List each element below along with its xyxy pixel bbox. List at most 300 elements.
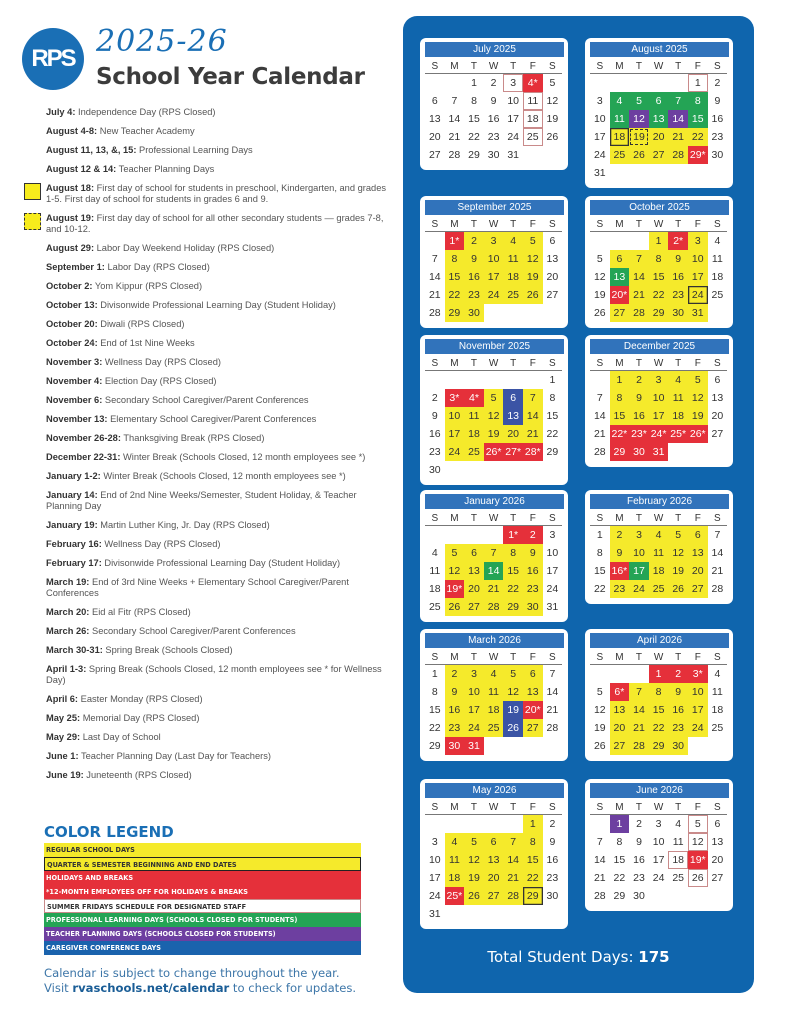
day-cell: 20 [711, 410, 724, 422]
day-cell: 8 [649, 683, 669, 701]
event-item [46, 751, 391, 762]
month-calendar [420, 779, 568, 929]
weekday-header: F [688, 800, 708, 815]
day-cell: 2 [610, 526, 630, 544]
day-cell: 20* [523, 701, 543, 719]
month-title: January 2026 [425, 494, 564, 509]
day-cell: 12 [503, 683, 523, 701]
day-cell: 8 [596, 547, 603, 559]
weekday-header: W [649, 800, 669, 815]
day-cell: 7 [629, 683, 649, 701]
day-cell: 27 [610, 304, 630, 322]
day-cell: 8 [445, 250, 465, 268]
day-cell: 9 [714, 95, 721, 107]
month-calendar [585, 490, 733, 604]
day-cell: 11 [523, 92, 543, 110]
day-cell: 2 [668, 665, 688, 683]
day-cell: 16 [445, 701, 465, 719]
event-item [46, 338, 391, 349]
weekday-header: S [425, 356, 445, 371]
day-cell: 12 [688, 833, 708, 851]
month-calendar [420, 490, 568, 622]
month-title: July 2025 [425, 42, 564, 57]
day-cell: 16 [464, 268, 484, 286]
day-cell: 13 [484, 851, 504, 869]
event-description: Martin Luther King, Jr. Day (RPS Closed) [97, 520, 270, 530]
day-cell: 12 [668, 544, 688, 562]
event-description: Divisonwide Professional Learning Day (Student Holiday) [101, 558, 341, 568]
day-cell: 19 [668, 562, 688, 580]
day-cell: 21 [629, 286, 649, 304]
day-cell: 27 [711, 872, 724, 884]
day-cell: 1 [431, 668, 438, 680]
weekday-header: S [590, 217, 610, 232]
weekday-header: T [629, 511, 649, 526]
event-date: November 13: [46, 414, 108, 424]
event-description: Diwali (RPS Closed) [97, 319, 185, 329]
day-cell: 28 [629, 737, 649, 755]
event-date: August 29: [46, 243, 95, 253]
day-cell: 24 [464, 719, 484, 737]
month-grid [425, 511, 564, 616]
day-cell: 28 [503, 887, 523, 905]
empty-cell [445, 74, 465, 92]
event-description: Last Day of School [80, 732, 161, 742]
month-calendar [420, 38, 568, 170]
day-cell: 22 [468, 131, 480, 143]
day-cell: 27 [546, 289, 559, 301]
day-cell: 16 [487, 113, 500, 125]
weekday-header: T [668, 650, 688, 665]
footer-note [44, 966, 356, 996]
weekday-header: W [484, 59, 504, 74]
day-cell: 18 [668, 407, 688, 425]
weekday-header: M [445, 59, 465, 74]
event-item [46, 145, 391, 156]
day-cell: 10 [507, 95, 520, 107]
day-cell: 14 [503, 851, 523, 869]
day-cell: 5 [596, 253, 603, 265]
day-cell: 26 [445, 598, 465, 616]
legend-item: SUMMER FRIDAYS SCHEDULE FOR DESIGNATED STAFF [44, 899, 361, 913]
month-calendar [420, 335, 568, 485]
day-cell: 25 [428, 601, 441, 613]
day-cell: 19 [464, 869, 484, 887]
day-cell: 4 [668, 371, 688, 389]
day-cell: 27 [523, 719, 543, 737]
day-cell: 21 [448, 131, 461, 143]
day-cell: 21 [484, 580, 504, 598]
empty-cell [425, 232, 445, 250]
event-item [46, 164, 391, 175]
day-cell: 18 [649, 562, 669, 580]
empty-cell [464, 371, 484, 389]
event-item [46, 376, 391, 387]
weekday-header: W [484, 800, 504, 815]
header [22, 26, 392, 90]
day-cell: 4* [523, 74, 543, 92]
weekday-header: T [464, 59, 484, 74]
day-cell: 10 [484, 250, 504, 268]
day-cell: 6* [610, 683, 630, 701]
day-cell: 7 [431, 253, 438, 265]
day-cell: 9 [636, 836, 642, 848]
event-description: Teacher Planning Day (Last Day for Teachers) [78, 751, 271, 761]
weekday-header: S [590, 356, 610, 371]
day-cell: 10 [629, 544, 649, 562]
empty-cell [425, 74, 445, 92]
event-date: August 19: [46, 213, 95, 223]
day-cell: 18 [428, 583, 441, 595]
event-item [46, 490, 391, 512]
day-cell: 16* [610, 562, 630, 580]
day-cell: 30 [428, 464, 441, 476]
event-item [46, 414, 391, 425]
weekday-header: F [523, 59, 543, 74]
day-cell: 10 [649, 389, 669, 407]
event-item [46, 243, 391, 254]
footer-updates-text: to check for updates. [229, 981, 357, 995]
event-date: January 19: [46, 520, 98, 530]
day-cell: 22 [523, 869, 543, 887]
day-cell: 7 [596, 836, 603, 848]
day-cell: 5 [464, 833, 484, 851]
empty-cell [484, 371, 504, 389]
weekday-header: S [425, 59, 445, 74]
day-cell: 9 [549, 836, 556, 848]
day-cell: 4 [431, 547, 438, 559]
empty-cell [503, 371, 523, 389]
weekday-header: F [523, 356, 543, 371]
day-cell: 25 [523, 128, 543, 146]
day-cell: 15 [546, 410, 559, 422]
event-description: Winter Break (Schools Closed, 12 month employees see *) [100, 471, 346, 481]
event-item [46, 183, 391, 205]
weekday-header: S [708, 217, 728, 232]
event-date: March 26: [46, 626, 90, 636]
event-description: Spring Break (Schools Closed, 12 month employees see * for Wellness Day) [46, 664, 382, 685]
day-cell: 19* [688, 851, 708, 869]
event-item [46, 520, 391, 531]
day-cell: 30 [445, 737, 465, 755]
day-cell: 30 [546, 890, 559, 902]
weekday-header: T [503, 217, 523, 232]
day-cell: 29 [445, 304, 465, 322]
day-cell: 2 [549, 818, 556, 830]
day-cell: 4 [649, 526, 669, 544]
empty-cell [523, 371, 543, 389]
event-item [46, 213, 391, 235]
day-cell: 31 [464, 737, 484, 755]
day-cell: 17 [652, 854, 665, 866]
event-item [46, 664, 391, 686]
event-item [46, 607, 391, 618]
total-value: 175 [638, 948, 670, 966]
day-cell: 23 [464, 286, 484, 304]
month-title: June 2026 [590, 783, 729, 798]
event-date: March 19: [46, 577, 90, 587]
event-description: First day day of school for all other secondary students — grades 7-8, and 10-12. [46, 213, 384, 234]
day-cell: 15 [523, 851, 543, 869]
empty-cell [629, 232, 649, 250]
calendar-link[interactable]: rvaschools.net/calendar [72, 981, 230, 995]
day-cell: 13 [503, 407, 523, 425]
day-cell: 18 [445, 869, 465, 887]
day-cell: 3* [688, 665, 708, 683]
day-cell: 22 [593, 583, 606, 595]
weekday-header: S [590, 59, 610, 74]
day-cell: 30 [629, 443, 649, 461]
day-cell: 4 [610, 92, 630, 110]
day-cell: 12 [523, 250, 543, 268]
day-cell: 28 [546, 722, 559, 734]
event-item [46, 713, 391, 724]
day-cell: 11 [668, 389, 688, 407]
day-cell: 17 [428, 872, 441, 884]
day-cell: 16 [629, 407, 649, 425]
event-description: Teacher Planning Days [116, 164, 215, 174]
day-cell: 10 [593, 113, 606, 125]
day-cell: 15 [613, 854, 626, 866]
day-cell: 1 [523, 815, 543, 833]
weekday-header: S [425, 800, 445, 815]
day-cell: 4 [675, 818, 682, 830]
event-date: August 12 & 14: [46, 164, 117, 174]
empty-cell [629, 74, 649, 92]
day-cell: 22 [503, 580, 523, 598]
day-cell: 25 [464, 443, 484, 461]
event-description: Eid al Fitr (RPS Closed) [89, 607, 191, 617]
day-cell: 14 [711, 547, 724, 559]
weekday-header: S [543, 356, 563, 371]
month-calendar [585, 38, 733, 188]
day-cell: 16 [523, 562, 543, 580]
day-cell: 15 [468, 113, 480, 125]
day-cell: 4 [714, 668, 721, 680]
event-description: New Teacher Academy [97, 126, 195, 136]
weekday-header: S [425, 511, 445, 526]
event-description: Labor Day (RPS Closed) [104, 262, 210, 272]
weekday-header: T [464, 511, 484, 526]
day-cell: 18 [523, 110, 543, 128]
day-cell: 20* [610, 286, 630, 304]
event-description: Election Day (RPS Closed) [102, 376, 217, 386]
day-cell: 20 [649, 128, 669, 146]
day-cell: 27 [428, 149, 441, 161]
event-date: November 3: [46, 357, 103, 367]
day-cell: 8 [503, 544, 523, 562]
weekday-header: T [668, 800, 688, 815]
day-cell: 13 [428, 113, 441, 125]
day-cell: 12 [484, 407, 504, 425]
empty-cell [668, 74, 688, 92]
event-date: September 1: [46, 262, 105, 272]
day-cell: 23 [668, 286, 688, 304]
calendar-panel [403, 16, 754, 993]
day-cell: 5 [596, 686, 603, 698]
day-cell: 8 [523, 833, 543, 851]
weekday-header: T [629, 800, 649, 815]
day-cell: 6 [610, 250, 630, 268]
month-grid [425, 217, 564, 322]
day-cell: 14 [546, 686, 559, 698]
day-cell: 11 [610, 110, 630, 128]
event-description: Secondary School Caregiver/Parent Conferences [102, 395, 309, 405]
day-cell: 14 [523, 407, 543, 425]
empty-cell [464, 815, 484, 833]
day-cell: 14 [668, 110, 688, 128]
weekday-header: T [464, 356, 484, 371]
day-cell: 22 [649, 286, 669, 304]
day-cell: 27 [649, 146, 669, 164]
day-cell: 30 [487, 149, 500, 161]
day-cell: 2* [668, 232, 688, 250]
first-day-swatch [24, 183, 41, 200]
day-cell: 2 [714, 77, 721, 89]
weekday-header: M [445, 511, 465, 526]
day-cell: 13 [464, 562, 484, 580]
day-cell: 13 [711, 836, 724, 848]
month-grid [425, 800, 564, 923]
day-cell: 30 [711, 149, 724, 161]
day-cell: 1 [610, 371, 630, 389]
day-cell: 17 [445, 425, 465, 443]
weekday-header: T [629, 650, 649, 665]
day-cell: 7 [596, 392, 603, 404]
weekday-header: T [668, 217, 688, 232]
total-label: Total Student Days: [487, 948, 639, 966]
day-cell: 5 [445, 544, 465, 562]
event-date: April 6: [46, 694, 79, 704]
day-cell: 18 [484, 701, 504, 719]
day-cell: 20 [688, 562, 708, 580]
day-cell: 9 [668, 250, 688, 268]
empty-cell [445, 526, 465, 544]
day-cell: 20 [464, 580, 484, 598]
day-cell: 4 [503, 232, 523, 250]
day-cell: 10 [445, 407, 465, 425]
color-legend [44, 843, 361, 955]
day-cell: 8 [649, 250, 669, 268]
weekday-header: F [688, 59, 708, 74]
day-cell: 14 [484, 562, 504, 580]
empty-cell [484, 526, 504, 544]
day-cell: 9 [523, 544, 543, 562]
day-cell: 13 [546, 253, 559, 265]
day-cell: 27* [503, 443, 523, 461]
day-cell: 14 [593, 854, 606, 866]
day-cell: 5 [629, 92, 649, 110]
weekday-header: F [523, 217, 543, 232]
empty-cell [610, 232, 630, 250]
legend-item: *12-MONTH EMPLOYEES OFF FOR HOLIDAYS & BREAKS [44, 885, 361, 899]
day-cell: 12 [464, 851, 484, 869]
event-date: February 17: [46, 558, 102, 568]
month-title: March 2026 [425, 633, 564, 648]
event-description: Labor Day Weekend Holiday (RPS Closed) [94, 243, 275, 253]
month-title: February 2026 [590, 494, 729, 509]
event-date: June 1: [46, 751, 79, 761]
weekday-header: S [543, 800, 563, 815]
day-cell: 28 [593, 890, 606, 902]
rps-logo: RPS [22, 28, 84, 90]
day-cell: 7 [503, 833, 523, 851]
day-cell: 10 [464, 683, 484, 701]
weekday-header: F [688, 217, 708, 232]
day-cell: 6 [523, 665, 543, 683]
day-cell: 5 [688, 815, 708, 833]
day-cell: 15 [610, 407, 630, 425]
day-cell: 23 [610, 580, 630, 598]
event-item [46, 732, 391, 743]
day-cell: 6 [549, 235, 556, 247]
day-cell: 26 [464, 887, 484, 905]
day-cell: 30 [633, 890, 645, 902]
event-description: Secondary School Caregiver/Parent Conferences [89, 626, 296, 636]
day-cell: 19 [629, 128, 649, 146]
day-cell: 3 [655, 818, 662, 830]
day-cell: 26 [688, 869, 708, 887]
month-calendar [585, 629, 733, 761]
day-cell: 20 [428, 131, 441, 143]
event-description: Spring Break (Schools Closed) [102, 645, 233, 655]
day-cell: 11 [464, 407, 484, 425]
day-cell: 24 [593, 149, 606, 161]
day-cell: 3 [503, 74, 523, 92]
day-cell: 29 [428, 740, 441, 752]
day-cell: 5 [688, 371, 708, 389]
day-cell: 21 [668, 128, 688, 146]
day-cell: 11 [649, 544, 669, 562]
day-cell: 8 [549, 392, 556, 404]
day-cell: 9 [464, 250, 484, 268]
day-cell: 9 [490, 95, 497, 107]
event-description: First day of school for students in preschool, Kindergarten, and grades 1-5. First day of school for students in grades 6 and 9. [46, 183, 387, 204]
day-cell: 4 [714, 235, 721, 247]
day-cell: 15 [649, 268, 669, 286]
day-cell: 22 [428, 722, 441, 734]
day-cell: 16 [711, 113, 724, 125]
month-title: October 2025 [590, 200, 729, 215]
day-cell: 24 [445, 443, 465, 461]
day-cell: 14 [629, 268, 649, 286]
day-cell: 29 [649, 737, 669, 755]
day-cell: 27 [484, 887, 504, 905]
day-cell: 29 [546, 446, 559, 458]
day-cell: 9 [445, 683, 465, 701]
day-cell: 26 [546, 131, 559, 143]
day-cell: 29 [503, 598, 523, 616]
weekday-header: W [649, 59, 669, 74]
page-title: School Year Calendar [96, 64, 365, 90]
weekday-header: S [708, 59, 728, 74]
day-cell: 17 [649, 407, 669, 425]
event-date: July 4: [46, 107, 76, 117]
day-cell: 22 [445, 286, 465, 304]
day-cell: 12 [688, 389, 708, 407]
month-grid [590, 59, 729, 182]
day-cell: 6 [649, 92, 669, 110]
weekday-header: S [708, 511, 728, 526]
day-cell: 24 [688, 719, 708, 737]
empty-cell [610, 74, 630, 92]
day-cell: 1* [503, 526, 523, 544]
day-cell: 21 [593, 872, 606, 884]
day-cell: 13 [649, 110, 669, 128]
day-cell: 2 [636, 818, 642, 830]
event-item [46, 770, 391, 781]
weekday-header: M [610, 356, 630, 371]
